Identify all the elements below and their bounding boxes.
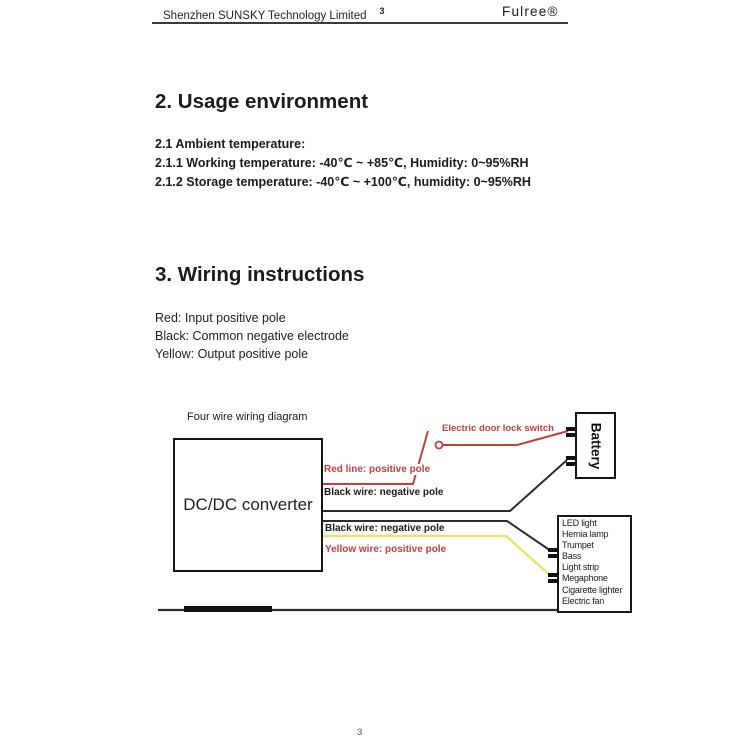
black-wire-battery-label: Black wire: negative pole [324,487,444,498]
load-terminal-negative [548,548,557,552]
diagram-caption: Four wire wiring diagram [187,411,308,423]
red-wire [321,431,428,484]
load-terminal-positive [548,579,557,583]
load-list-item: LED light [562,518,597,528]
load-list-item: Light strip [562,562,599,573]
door-lock-switch-contact [436,442,443,449]
page-number: 3 [357,727,363,738]
door-lock-switch-label: Electric door lock switch [442,423,554,434]
load-terminal-positive [548,573,557,577]
load-terminal-negative [548,554,557,558]
red-wire-label: Red line: positive pole [324,464,431,475]
black-wire-loads-label: Black wire: negative pole [325,523,445,534]
load-list-box [557,515,632,613]
usage-line-storage: 2.1.2 Storage temperature: -40℃ ~ +100℃, humidity: 0~95%RH [155,175,531,190]
wiring-line-yellow: Yellow: Output positive pole [155,347,309,361]
usage-line-working: 2.1.1 Working temperature: -40℃ ~ +85℃, Humidity: 0~95%RH [155,156,529,171]
load-list-item: Hernia lamp [562,529,609,540]
usage-line-ambient: 2.1 Ambient temperature: [155,137,306,151]
battery-label: Battery [588,422,603,469]
dc-dc-converter-box [173,438,323,572]
battery-box [575,412,616,479]
load-list-item: Electric fan [562,595,605,606]
header-company-text: Shenzhen SUNSKY Technology Limited [163,9,367,22]
dc-dc-converter-label: DC/DC converter [183,495,313,514]
ground-bar [184,606,272,612]
wiring-section-title: 3. Wiring instructions [155,263,365,286]
load-list-item: Trumpet [562,540,594,551]
load-list-item: Megaphone [562,573,608,584]
wiring-line-black: Black: Common negative electrode [155,329,349,343]
load-list-item: Cigarette lighter [562,584,623,595]
load-list-item: Bass [562,551,582,562]
wiring-line-red: Red: Input positive pole [155,311,286,325]
yellow-wire-label: Yellow wire: positive pole [325,544,447,555]
header-superscript: 3 [379,6,385,16]
header-brand: Fulree® [502,4,559,19]
usage-section-title: 2. Usage environment [155,90,369,113]
yellow-wire-loads [321,536,552,577]
